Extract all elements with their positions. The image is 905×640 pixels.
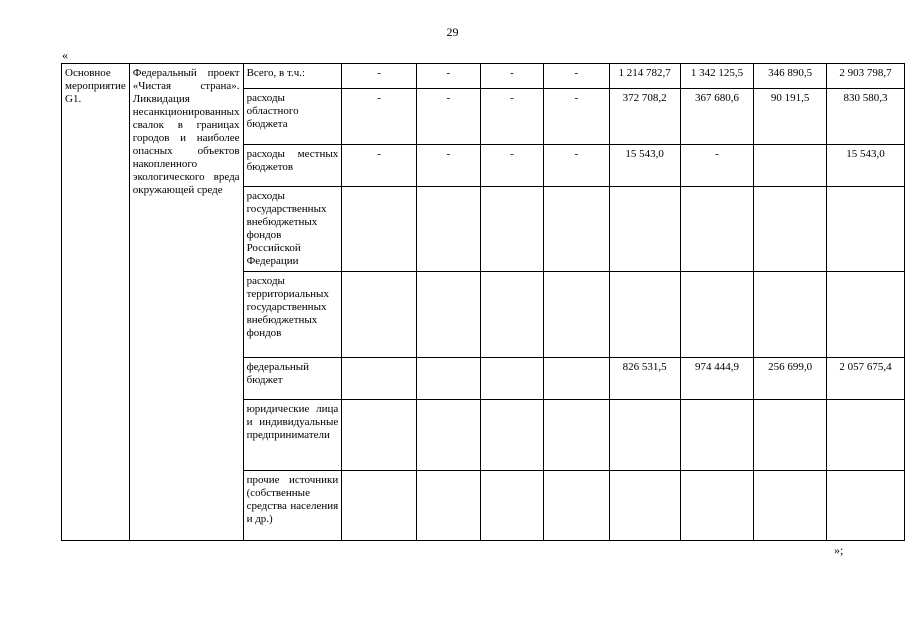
value-cell (680, 187, 754, 272)
value-cell: - (342, 89, 417, 145)
value-cell: - (544, 64, 609, 89)
value-cell (826, 400, 904, 471)
value-cell: - (342, 145, 417, 187)
source-cell: Всего, в т.ч.: (243, 64, 342, 89)
value-cell (826, 187, 904, 272)
value-cell: 2 057 675,4 (826, 358, 904, 400)
value-cell (342, 272, 417, 358)
value-cell: - (417, 89, 481, 145)
value-cell (544, 187, 609, 272)
closing-quote-mark: »; (834, 543, 844, 557)
value-cell: 830 580,3 (826, 89, 904, 145)
value-cell: 90 191,5 (754, 89, 827, 145)
value-cell: 256 699,0 (754, 358, 827, 400)
value-cell (680, 471, 754, 541)
source-cell: расходы местных бюджетов (243, 145, 342, 187)
source-cell: юридические лица и индивидуальные предприниматели (243, 400, 342, 471)
value-cell (417, 400, 481, 471)
value-cell: - (342, 64, 417, 89)
value-cell (480, 400, 544, 471)
value-cell (680, 400, 754, 471)
value-cell: - (680, 145, 754, 187)
value-cell (342, 187, 417, 272)
source-cell: федеральный бюджет (243, 358, 342, 400)
value-cell (680, 272, 754, 358)
value-cell (342, 358, 417, 400)
value-cell (609, 187, 680, 272)
value-cell (544, 272, 609, 358)
value-cell (754, 400, 827, 471)
value-cell (754, 471, 827, 541)
table-row (62, 64, 905, 89)
value-cell (826, 272, 904, 358)
value-cell (826, 471, 904, 541)
value-cell (480, 187, 544, 272)
value-cell (342, 400, 417, 471)
source-cell: прочие источники (собственные средства населения и др.) (243, 471, 342, 541)
event-type-cell: Основное мероприятие G1. (62, 64, 130, 541)
value-cell: 372 708,2 (609, 89, 680, 145)
value-cell: - (417, 145, 481, 187)
value-cell (609, 400, 680, 471)
value-cell (544, 400, 609, 471)
value-cell (609, 272, 680, 358)
value-cell: - (544, 89, 609, 145)
value-cell: 974 444,9 (680, 358, 754, 400)
source-cell: расходы государственных внебюджетных фондов Российской Федерации (243, 187, 342, 272)
value-cell (754, 145, 827, 187)
project-name-cell: Федеральный проект «Чистая страна». Ликвидация несанкционированных свалок в границах городов и наиболее опасных объектов накопленного экологического вреда окружающей среде (129, 64, 243, 541)
value-cell: - (480, 89, 544, 145)
value-cell (417, 471, 481, 541)
value-cell: - (417, 64, 481, 89)
value-cell (342, 471, 417, 541)
value-cell: 1 342 125,5 (680, 64, 754, 89)
value-cell (480, 272, 544, 358)
value-cell (544, 358, 609, 400)
source-cell: расходы территориальных государственных внебюджетных фондов (243, 272, 342, 358)
source-cell: расходы областного бюджета (243, 89, 342, 145)
value-cell: 826 531,5 (609, 358, 680, 400)
value-cell (480, 471, 544, 541)
page-number: 29 (446, 25, 459, 39)
value-cell (417, 272, 481, 358)
value-cell (417, 187, 481, 272)
value-cell (609, 471, 680, 541)
funding-table (61, 63, 905, 541)
value-cell (754, 187, 827, 272)
value-cell (754, 272, 827, 358)
value-cell: 346 890,5 (754, 64, 827, 89)
value-cell: - (544, 145, 609, 187)
value-cell: - (480, 64, 544, 89)
value-cell (417, 358, 481, 400)
value-cell: 367 680,6 (680, 89, 754, 145)
value-cell (544, 471, 609, 541)
opening-quote-mark: « (62, 48, 68, 62)
value-cell: 15 543,0 (609, 145, 680, 187)
value-cell: - (480, 145, 544, 187)
value-cell (480, 358, 544, 400)
value-cell: 2 903 798,7 (826, 64, 904, 89)
value-cell: 15 543,0 (826, 145, 904, 187)
value-cell: 1 214 782,7 (609, 64, 680, 89)
